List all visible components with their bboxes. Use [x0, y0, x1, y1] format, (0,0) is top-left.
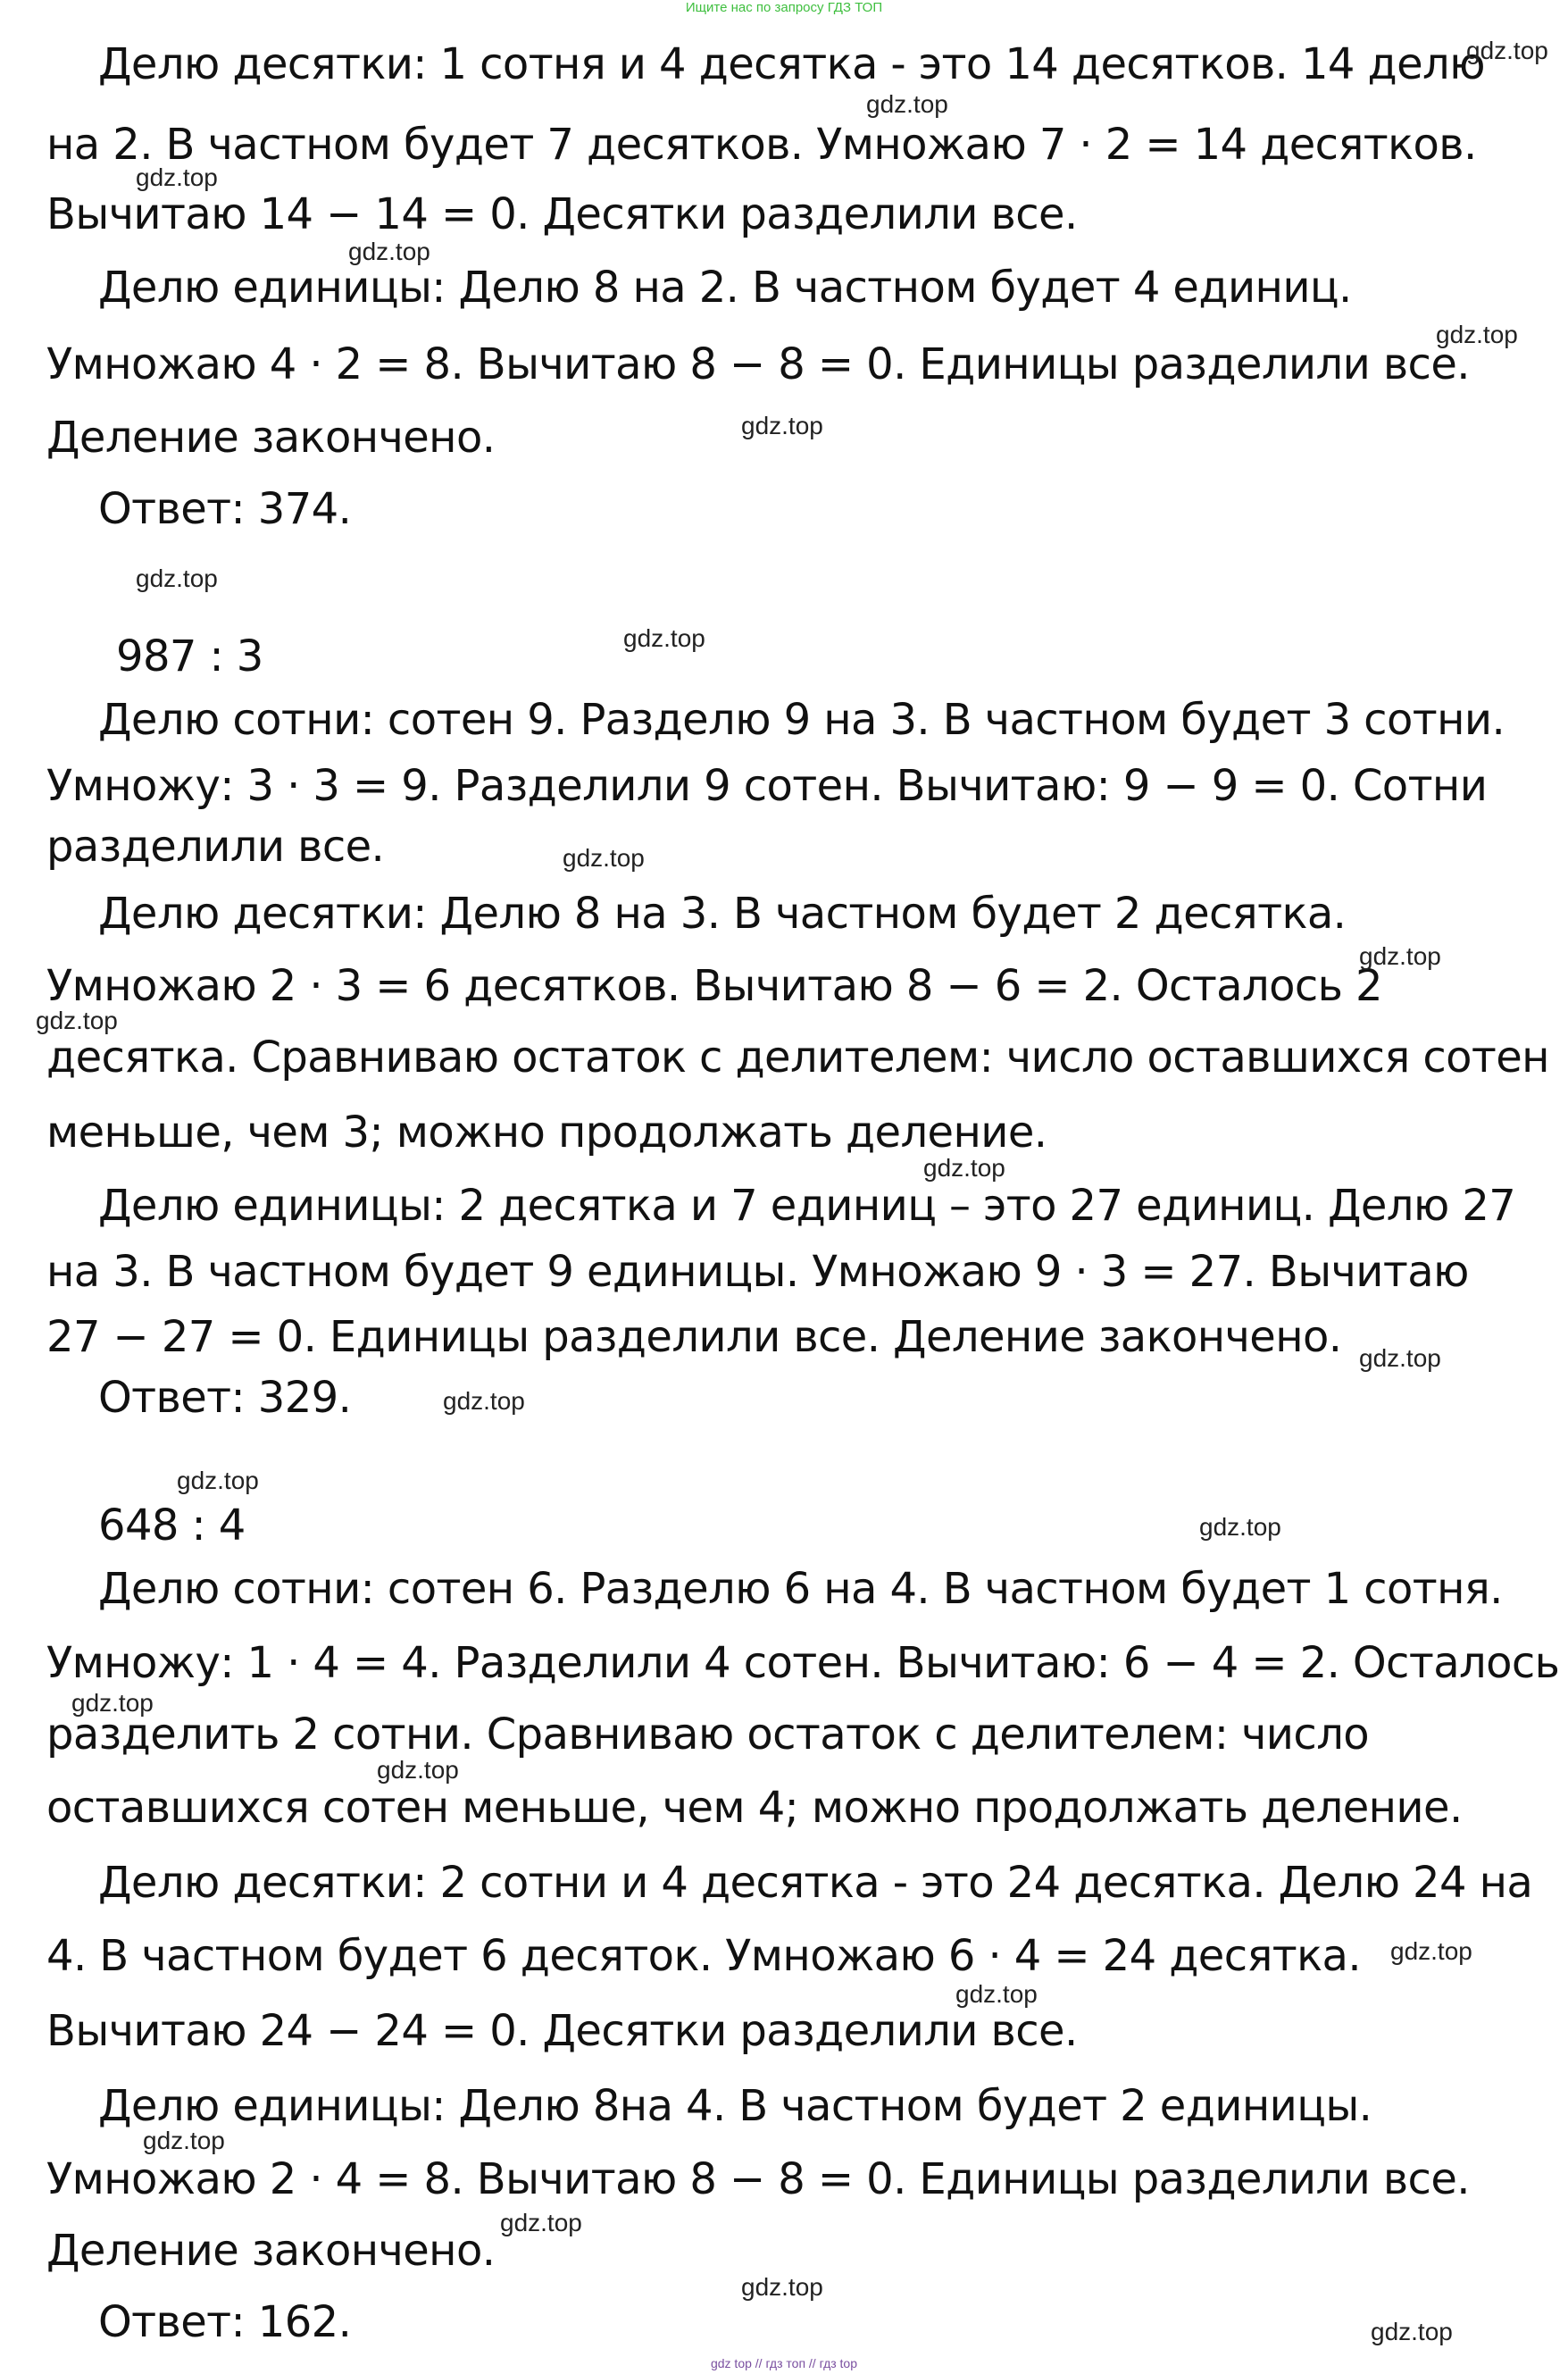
watermark: gdz.top	[563, 844, 645, 872]
text-line: Делю десятки: 1 сотня и 4 десятка - это 14 десятков. 14 делю	[98, 39, 1485, 89]
watermark: gdz.top	[136, 163, 218, 191]
text-line: Умножаю 2 · 4 = 8. Вычитаю 8 − 8 = 0. Единицы разделили все.	[46, 2154, 1470, 2204]
text-line: разделили все.	[46, 822, 385, 872]
text-line: Делю сотни: сотен 9. Разделю 9 на 3. В частном будет 3 сотни.	[98, 695, 1505, 745]
text-line: на 3. В частном будет 9 единицы. Умножаю 9 · 3 = 27. Вычитаю	[46, 1247, 1469, 1297]
answer-line: Ответ: 374.	[98, 484, 352, 534]
answer-line: Ответ: 329.	[98, 1373, 352, 1423]
problem-heading: 648 : 4	[98, 1500, 246, 1551]
watermark: gdz.top	[741, 412, 823, 439]
text-line: меньше, чем 3; можно продолжать деление.	[46, 1108, 1047, 1158]
watermark: gdz.top	[1199, 1513, 1281, 1541]
watermark: gdz.top	[177, 1467, 259, 1494]
text-line: Делю сотни: сотен 6. Разделю 6 на 4. В частном будет 1 сотня.	[98, 1564, 1503, 1614]
text-line: Деление закончено.	[46, 2226, 496, 2276]
text-line: Делю единицы: Делю 8 на 2. В частном будет 4 единиц.	[98, 263, 1352, 313]
problem-heading: 987 : 3	[116, 631, 263, 681]
text-line: Делю десятки: Делю 8 на 3. В частном будет 2 десятка.	[98, 889, 1347, 939]
text-line: Вычитаю 14 − 14 = 0. Десятки разделили все.	[46, 189, 1078, 239]
watermark: gdz.top	[955, 1980, 1038, 2008]
text-line: 4. В частном будет 6 десяток. Умножаю 6 · 4 = 24 десятка.	[46, 1931, 1362, 1981]
watermark: gdz.top	[923, 1154, 1005, 1182]
watermark: gdz.top	[36, 1007, 118, 1034]
watermark: gdz.top	[71, 1689, 154, 1717]
watermark: gdz.top	[348, 238, 430, 265]
footer-promo-banner: gdz top // гдз топ // гдз top	[710, 2356, 858, 2370]
watermark: gdz.top	[443, 1387, 525, 1415]
watermark: gdz.top	[1466, 37, 1548, 64]
text-line: оставшихся сотен меньше, чем 4; можно продолжать деление.	[46, 1783, 1463, 1833]
text-line: Делю единицы: 2 десятка и 7 единиц – это 27 единиц. Делю 27	[98, 1181, 1516, 1231]
watermark: gdz.top	[1390, 1937, 1472, 1965]
watermark: gdz.top	[1436, 321, 1518, 348]
watermark: gdz.top	[623, 624, 705, 652]
watermark: gdz.top	[377, 1756, 459, 1784]
text-line: Делю десятки: 2 сотни и 4 десятка - это 24 десятка. Делю 24 на	[98, 1858, 1533, 1908]
text-line: Умножаю 4 · 2 = 8. Вычитаю 8 − 8 = 0. Единицы разделили все.	[46, 339, 1470, 389]
text-line: десятка. Сравниваю остаток с делителем: число оставшихся сотен	[46, 1032, 1549, 1083]
search-promo-banner: Ищите нас по запросу ГДЗ ТОП	[685, 0, 883, 15]
text-line: Умножу: 3 · 3 = 9. Разделили 9 сотен. Вычитаю: 9 − 9 = 0. Сотни	[46, 761, 1488, 811]
text-line: Делю единицы: Делю 8на 4. В частном будет 2 единицы.	[98, 2081, 1372, 2131]
watermark: gdz.top	[500, 2209, 582, 2236]
watermark: gdz.top	[143, 2127, 225, 2154]
text-line: Вычитаю 24 − 24 = 0. Десятки разделили все.	[46, 2006, 1078, 2056]
text-line: Деление закончено.	[46, 413, 496, 463]
text-line: Умножаю 2 · 3 = 6 десятков. Вычитаю 8 − 6 = 2. Осталось 2	[46, 961, 1382, 1011]
watermark: gdz.top	[1359, 1344, 1441, 1372]
text-line: 27 − 27 = 0. Единицы разделили все. Деление закончено.	[46, 1312, 1342, 1362]
watermark: gdz.top	[136, 564, 218, 592]
text-line: на 2. В частном будет 7 десятков. Умножаю 7 · 2 = 14 десятков.	[46, 120, 1477, 170]
watermark: gdz.top	[1371, 2318, 1453, 2345]
text-line: Умножу: 1 · 4 = 4. Разделили 4 сотен. Вычитаю: 6 − 4 = 2. Осталось	[46, 1638, 1560, 1688]
watermark: gdz.top	[866, 90, 948, 118]
watermark: gdz.top	[741, 2273, 823, 2301]
watermark: gdz.top	[1359, 942, 1441, 970]
text-line: разделить 2 сотни. Сравниваю остаток с делителем: число	[46, 1709, 1370, 1760]
answer-line: Ответ: 162.	[98, 2297, 352, 2347]
